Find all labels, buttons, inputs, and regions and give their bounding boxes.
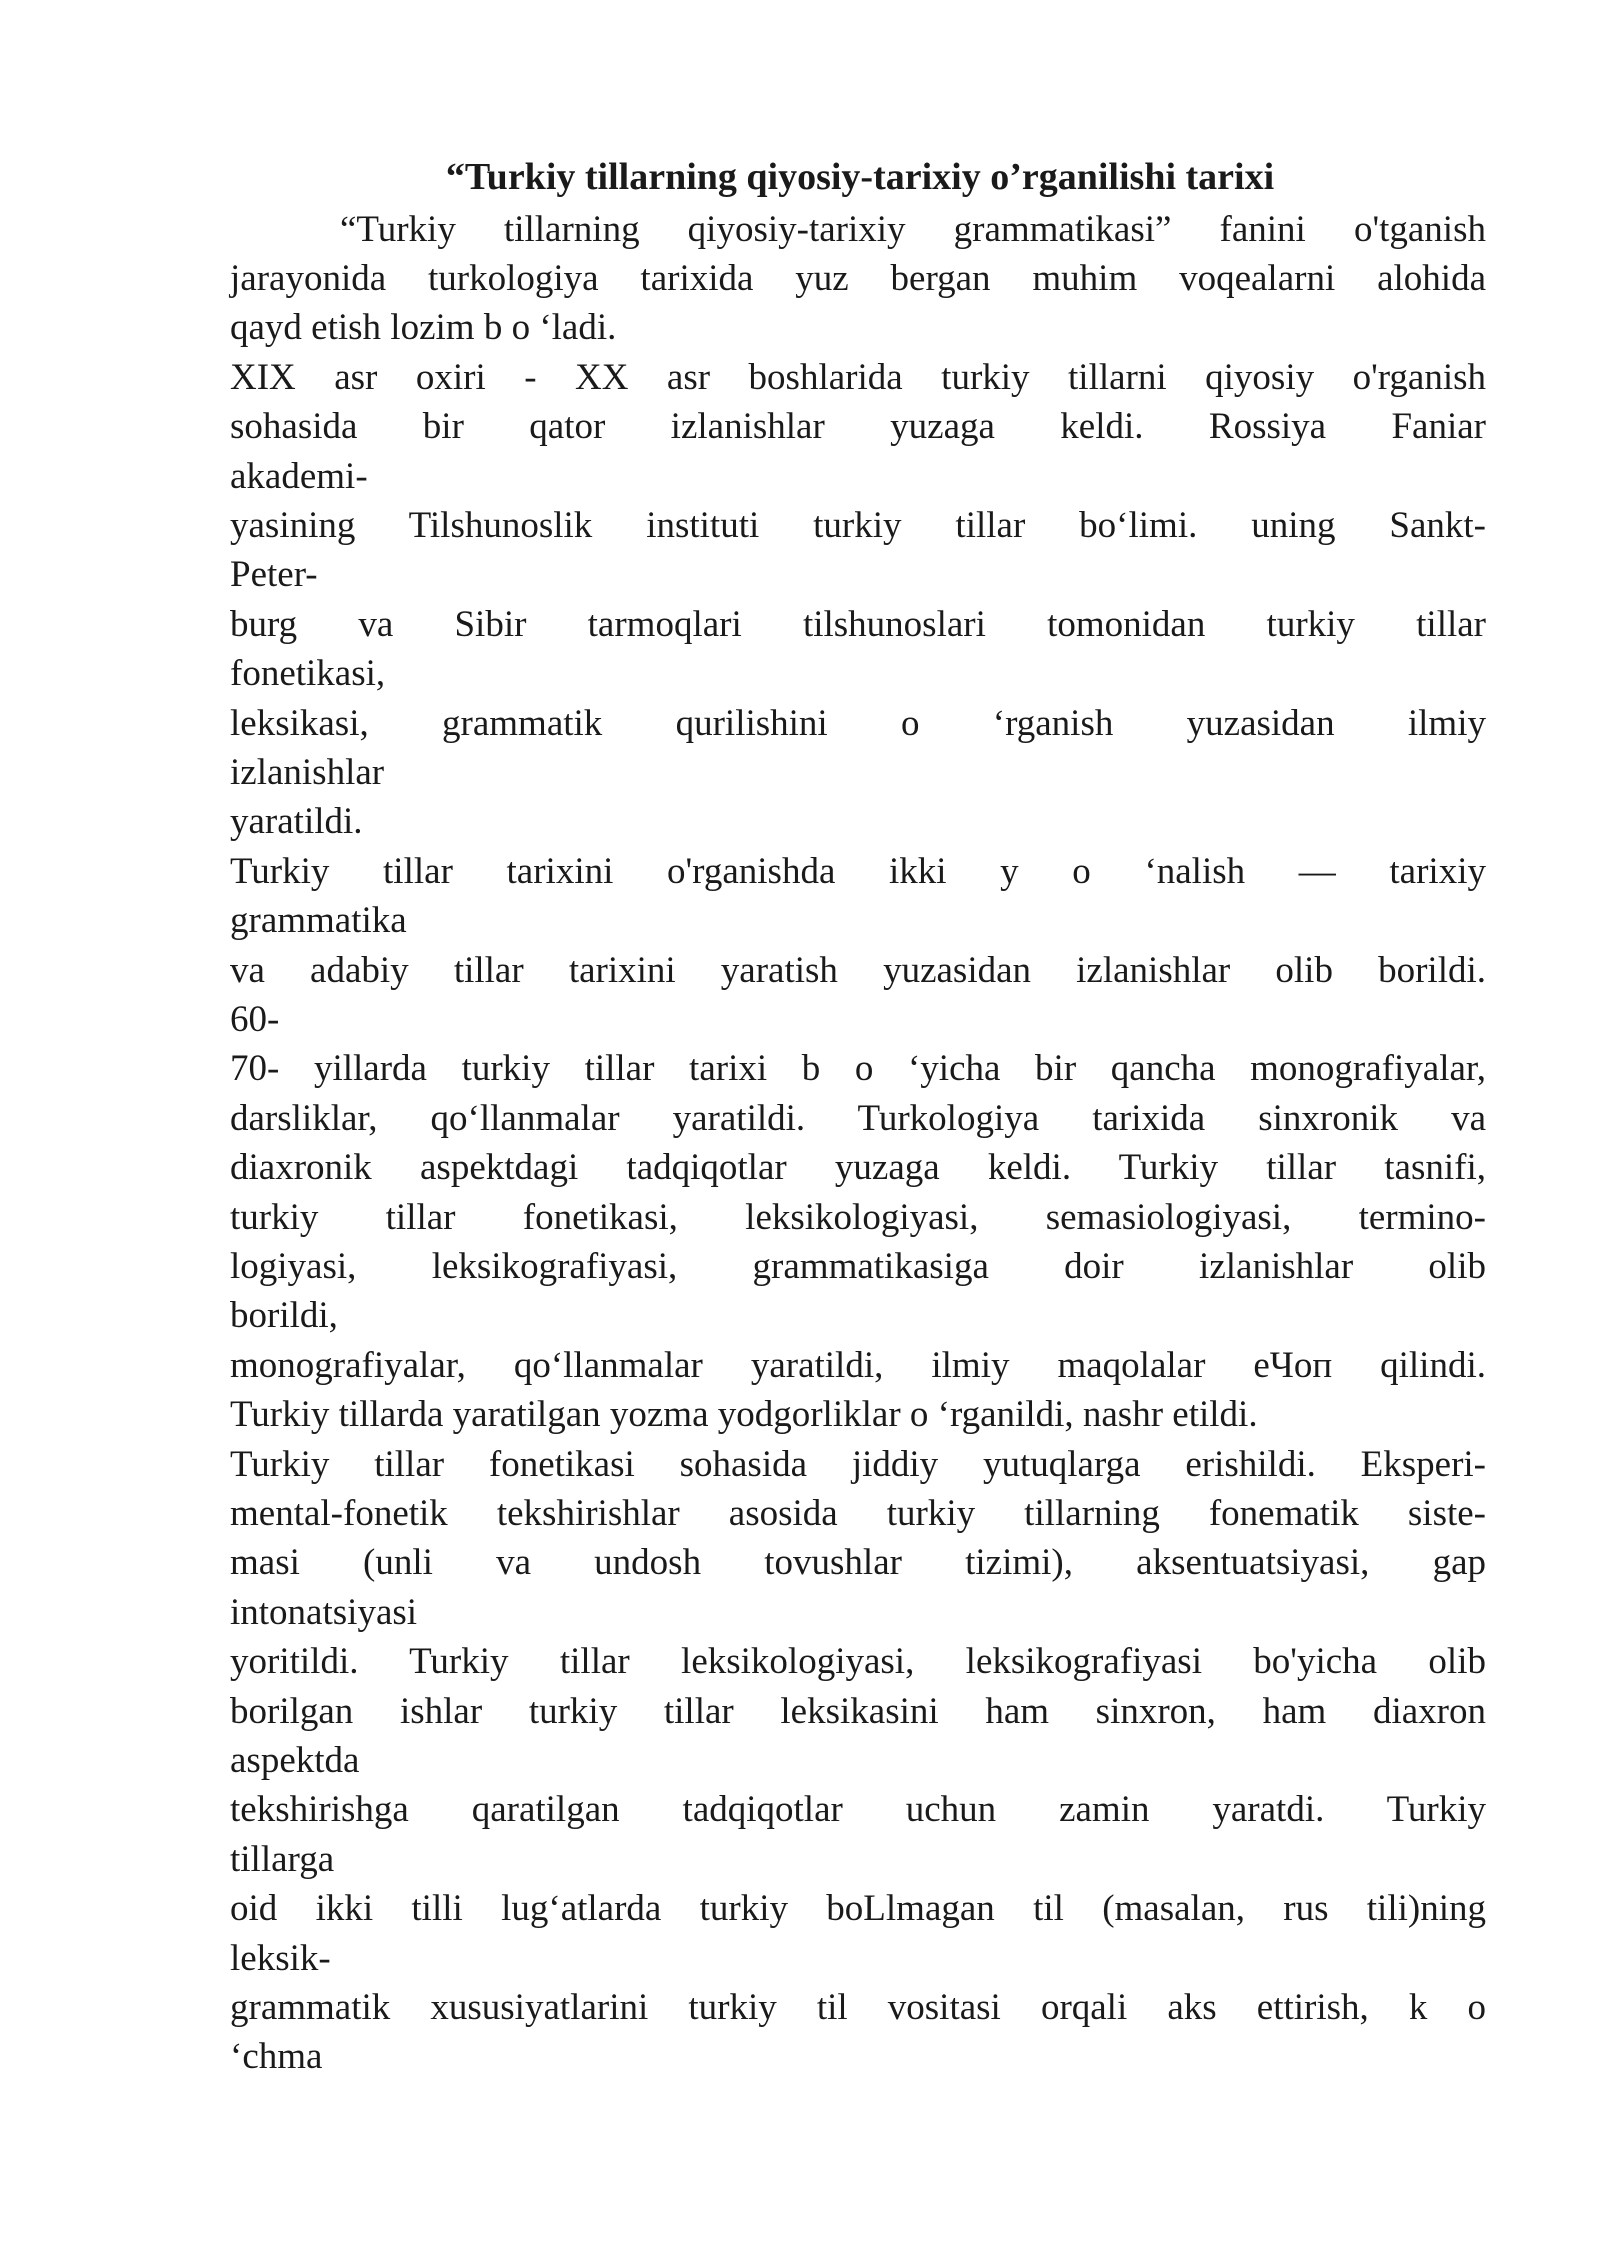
text-line: tekshirishga qaratilgan tadqiqotlar uchun zamin yaratdi. Turkiy xyxy=(230,1789,1486,1830)
text-line: burg va Sibir tarmoqlari tilshunoslari tomonidan turkiy tillar xyxy=(230,604,1486,645)
text-line: akademi- xyxy=(230,456,368,497)
text-line: qayd etish lozim b o ‘ladi. xyxy=(230,307,617,348)
text-line: XIX asr oxiri - XX asr boshlarida turkiy tillarni qiyosiy o'rganish xyxy=(230,357,1486,398)
text-line: Peter- xyxy=(230,554,318,595)
text-line: leksikasi, grammatik qurilishini o ‘rganish yuzasidan ilmiy xyxy=(230,703,1486,744)
text-line: sohasida bir qator izlanishlar yuzaga keldi. Rossiya Faniar xyxy=(230,406,1486,447)
text-line: yoritildi. Turkiy tillar leksikologiyasi, leksikografiyasi bo'yicha olib xyxy=(230,1641,1486,1682)
text-line: monografiyalar, qo‘llanmalar yaratildi, ilmiy maqolalar eЧоп qilindi. xyxy=(230,1345,1486,1386)
text-line: izlanishlar xyxy=(230,752,385,793)
text-line: yaratildi. xyxy=(230,801,363,842)
text-line: Turkiy tillar fonetikasi sohasida jiddiy yutuqlarga erishildi. Eksperi- xyxy=(230,1444,1486,1485)
text-line: ‘chma xyxy=(230,2036,323,2077)
text-line: Turkiy tillarda yaratilgan yozma yodgorliklar o ‘rganildi, nashr etildi. xyxy=(230,1394,1258,1435)
text-line: borildi, xyxy=(230,1295,338,1336)
text-line: intonatsiyasi xyxy=(230,1592,418,1633)
text-line: oid ikki tilli lug‘atlarda turkiy boLlmagan til (masalan, rus tili)ning xyxy=(230,1888,1486,1929)
text-line: 60- xyxy=(230,999,280,1040)
text-line: borilgan ishlar turkiy tillar leksikasini ham sinxron, ham diaxron xyxy=(230,1691,1486,1732)
text-line: leksik- xyxy=(230,1938,331,1979)
text-line: logiyasi, leksikografiyasi, grammatikasiga doir izlanishlar olib xyxy=(230,1246,1486,1287)
text-line: grammatik xususiyatlarini turkiy til vositasi orqali aks ettirish, k o xyxy=(230,1987,1486,2028)
text-line: “Turkiy tillarning qiyosiy-tarixiy grammatikasi” fanini o'tganish xyxy=(340,209,1486,250)
text-line: Turkiy tillar tarixini o'rganishda ikki y o ‘nalish — tarixiy xyxy=(230,851,1486,892)
text-line: mental-fonetik tekshirishlar asosida turkiy tillarning fonematik siste- xyxy=(230,1493,1486,1534)
text-line: yasining Tilshunoslik instituti turkiy tillar bo‘limi. uning Sankt- xyxy=(230,505,1486,546)
text-line: aspektda xyxy=(230,1740,360,1781)
text-line: tillarga xyxy=(230,1839,335,1880)
text-line: turkiy tillar fonetikasi, leksikologiyasi, semasiologiyasi, termino- xyxy=(230,1197,1486,1238)
text-line: darsliklar, qo‘llanmalar yaratildi. Turkologiya tarixida sinxronik va xyxy=(230,1098,1486,1139)
text-line: masi (unli va undosh tovushlar tizimi), aksentuatsiyasi, gap xyxy=(230,1542,1486,1583)
document-title: “Turkiy tillarning qiyosiy-tarixiy o’rganilishi tarixi xyxy=(445,156,1275,198)
text-line: diaxronik aspektdagi tadqiqotlar yuzaga keldi. Turkiy tillar tasnifi, xyxy=(230,1147,1486,1188)
text-line: grammatika xyxy=(230,900,407,941)
text-line: fonetikasi, xyxy=(230,653,386,694)
text-line: va adabiy tillar tarixini yaratish yuzasidan izlanishlar olib borildi. xyxy=(230,950,1486,991)
text-line: 70- yillarda turkiy tillar tarixi b o ‘yicha bir qancha monografiyalar, xyxy=(230,1048,1486,1089)
text-line: jarayonida turkologiya tarixida yuz bergan muhim voqealarni alohida xyxy=(230,258,1486,299)
